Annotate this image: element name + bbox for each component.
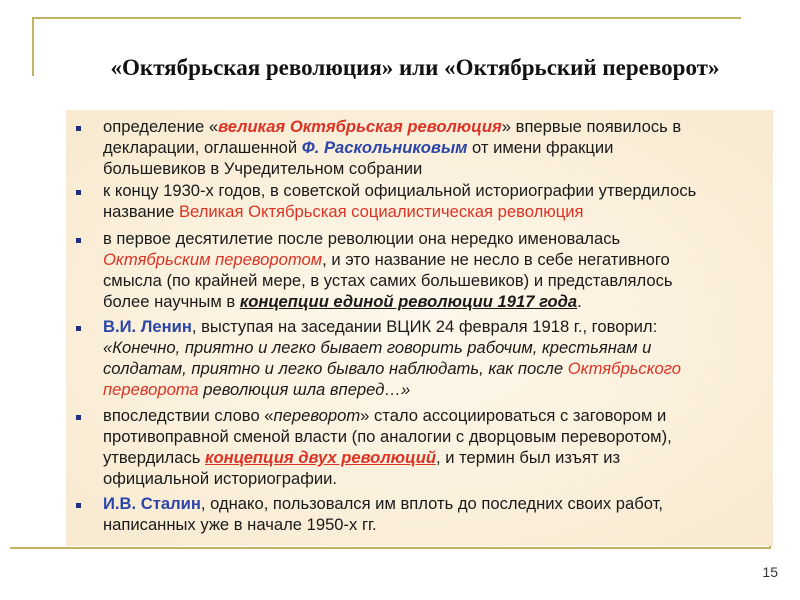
bullet-text xyxy=(103,228,773,312)
bullet-item-5 xyxy=(66,405,773,489)
square-bullet-icon xyxy=(76,503,81,508)
bullet-line xyxy=(103,358,773,379)
bullet-line xyxy=(103,379,773,400)
text-segment: , и термин был изъят из xyxy=(435,448,621,467)
highlight-term: переворот xyxy=(273,406,361,425)
text-segment: к концу 1930-х годов, в советской официальной историографии утвердилось xyxy=(103,181,697,200)
text-segment: . xyxy=(577,292,582,311)
text-segment: впоследствии слово « xyxy=(103,406,274,425)
quote-text: солдатам, приятно и легко бывало наблюдать, как после xyxy=(103,359,568,378)
bullet-line xyxy=(103,137,773,158)
bullet-line xyxy=(103,405,773,426)
text-segment: утвердилась xyxy=(103,448,206,467)
text-segment: смысла (по крайней мере, в устах самих большевиков) и представлялось xyxy=(103,271,673,290)
text-segment: , выступая на заседании ВЦИК 24 февраля 1918 г., говорил: xyxy=(191,317,658,336)
text-segment: , однако, пользовался им вплоть до последних своих работ, xyxy=(200,494,663,513)
bullet-line xyxy=(103,337,773,358)
highlight-term: концепции единой революции 1917 года xyxy=(239,292,578,311)
text-segment: от имени фракции xyxy=(467,138,614,157)
text-segment: написанных уже в начале 1950-х гг. xyxy=(103,515,377,534)
text-segment: название xyxy=(103,202,179,221)
bullet-text xyxy=(103,316,773,400)
text-segment: официальной историографии. xyxy=(103,469,337,488)
bullet-item-6 xyxy=(66,493,773,535)
square-bullet-icon xyxy=(76,238,81,243)
quote-text: революция шла вперед…» xyxy=(198,380,411,399)
text-segment: в первое десятилетие после революции она нередко именовалась xyxy=(103,229,621,248)
quote-text: «Конечно, приятно и легко бывает говорить рабочим, крестьянам и xyxy=(103,338,652,357)
highlight-term: концепция двух революций xyxy=(205,448,436,467)
square-bullet-icon xyxy=(76,415,81,420)
bullet-item-4 xyxy=(66,316,773,400)
frame-line-left xyxy=(32,17,34,76)
text-segment: определение « xyxy=(103,117,219,136)
bullet-line xyxy=(103,116,773,137)
frame-line-top xyxy=(33,17,741,19)
text-segment: » стало ассоциироваться с заговором и xyxy=(360,406,667,425)
bullet-line xyxy=(103,201,773,222)
bullet-line xyxy=(103,270,773,291)
bullet-line xyxy=(103,158,773,179)
bullet-text xyxy=(103,405,773,489)
text-segment: противоправной сменой власти (по аналогии с дворцовым переворотом), xyxy=(103,427,672,446)
bullet-item-2 xyxy=(66,180,773,222)
highlight-term: Октябрьского xyxy=(567,359,682,378)
text-segment: » впервые появилось в xyxy=(501,117,682,136)
bullet-text xyxy=(103,180,773,222)
bullet-line xyxy=(103,249,773,270)
highlight-term: Великая Октябрьская социалистическая революция xyxy=(178,202,584,221)
bullet-line xyxy=(103,426,773,447)
bullet-line xyxy=(103,180,773,201)
square-bullet-icon xyxy=(76,326,81,331)
bullet-line xyxy=(103,447,773,468)
bullet-item-1 xyxy=(66,116,773,179)
square-bullet-icon xyxy=(76,190,81,195)
text-segment: большевиков в Учредительном собрании xyxy=(103,159,423,178)
text-segment: более научным в xyxy=(103,292,240,311)
bullet-text xyxy=(103,116,773,179)
text-segment: , и это название не несло в себе негативного xyxy=(322,250,670,269)
highlight-term: великая Октябрьская революция xyxy=(218,117,502,136)
person-name: Ф. Раскольниковым xyxy=(301,138,468,157)
bullet-line xyxy=(103,468,773,489)
bullet-line xyxy=(103,514,773,535)
page-number: 15 xyxy=(762,564,778,580)
bullet-line xyxy=(103,228,773,249)
text-segment: декларации, оглашенной xyxy=(103,138,302,157)
bullet-line xyxy=(103,316,773,337)
bullet-text xyxy=(103,493,773,535)
bullet-line xyxy=(103,493,773,514)
slide-title: «Октябрьская революция» или «Октябрьский переворот» xyxy=(110,55,720,80)
person-name: И.В. Сталин xyxy=(103,494,201,513)
bullet-item-3 xyxy=(66,228,773,312)
square-bullet-icon xyxy=(76,126,81,131)
person-name: В.И. Ленин xyxy=(103,317,192,336)
bullet-line xyxy=(103,291,773,312)
frame-line-bottom xyxy=(10,547,771,549)
content-panel xyxy=(66,110,773,546)
highlight-term: Октябрьским переворотом xyxy=(103,250,323,269)
highlight-term: переворота xyxy=(103,380,199,399)
